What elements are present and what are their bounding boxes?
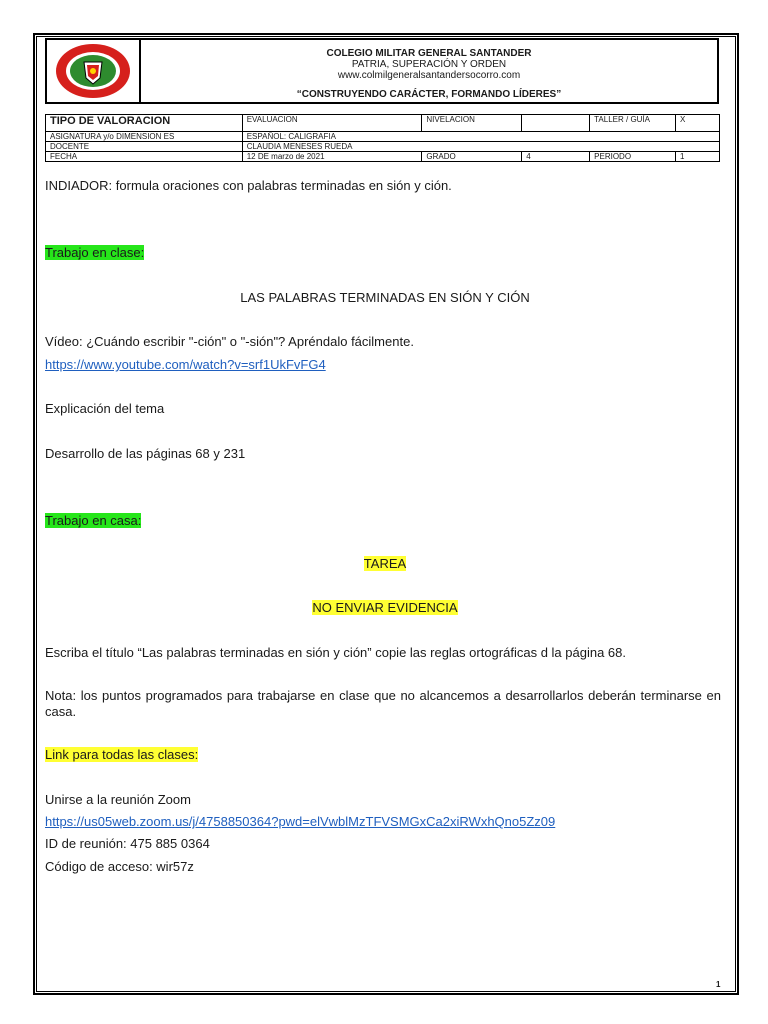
table-row (46, 152, 720, 162)
table-cell (522, 115, 590, 132)
explanation-text: Explicación del tema (45, 401, 165, 416)
pages-text: Desarrollo de las páginas 68 y 231 (45, 446, 246, 461)
school-crest-icon (54, 42, 132, 100)
table-cell: DOCENTE (46, 142, 243, 152)
table-cell: X (676, 115, 720, 132)
table-row (46, 115, 720, 132)
page-number: 1 (716, 980, 721, 989)
access-code-text: Código de acceso: wir57z (45, 859, 194, 874)
note-text: Nota: los puntos programados para trabajarse en clase que no alcancemos a desarrollarlos deberán terminarse en casa. (45, 688, 721, 719)
table-cell: GRADO (422, 152, 522, 162)
video-link[interactable]: https://www.youtube.com/watch?v=srf1UkFvFG4 (45, 357, 326, 372)
video-text: Vídeo: ¿Cuándo escribir "-ción" o "-sión"? Apréndalo fácilmente. (45, 334, 414, 349)
topic-title: LAS PALABRAS TERMINADAS EN SIÓN Y CIÓN (240, 290, 530, 305)
link-label: Link para todas las clases: (45, 747, 199, 762)
table-cell: FECHA (46, 152, 243, 162)
indicator-text: INDIADOR: formula oraciones con palabras terminadas en sión y ción. (45, 178, 452, 193)
table-cell: 4 (522, 152, 590, 162)
no-evidence-label: NO ENVIAR EVIDENCIA (312, 600, 458, 615)
table-cell: TIPO DE VALORACION (46, 115, 243, 132)
table-cell: ASIGNATURA y/o DIMENSION ES (46, 132, 243, 142)
table-cell: PERIODO (590, 152, 676, 162)
zoom-join-text: Unirse a la reunión Zoom (45, 792, 191, 807)
document-header (45, 38, 719, 104)
table-cell: ESPAÑOL: CALIGRAFIA (242, 132, 719, 142)
school-slogan: PATRIA, SUPERACIÓN Y ORDEN (351, 59, 507, 70)
table-cell: TALLER / GUÍA (590, 115, 676, 132)
instruction-text: Escriba el título “Las palabras terminadas en sión y ción” copie las reglas ortográficas d la página 68. (45, 645, 626, 660)
table-cell: 1 (676, 152, 720, 162)
info-table (45, 114, 720, 162)
table-cell: CLAUDIA MENESES RUEDA (242, 142, 719, 152)
school-motto: “CONSTRUYENDO CARÁCTER, FORMANDO LÍDERES” (296, 89, 562, 100)
table-cell: 12 DE marzo de 2021 (242, 152, 422, 162)
school-website: www.colmilgeneralsantandersocorro.com (337, 70, 521, 81)
table-cell: EVALUACION (242, 115, 422, 132)
school-title-block (141, 40, 717, 102)
zoom-link[interactable]: https://us05web.zoom.us/j/4758850364?pwd=elVwblMzTFVSMGxCa2xiRWxhQno5Zz09 (45, 814, 556, 829)
school-logo-cell (47, 40, 141, 102)
table-cell: NIVELACION (422, 115, 522, 132)
home-work-heading: Trabajo en casa: (45, 513, 142, 528)
school-name: COLEGIO MILITAR GENERAL SANTANDER (326, 48, 532, 59)
class-work-heading: Trabajo en clase: (45, 245, 145, 260)
table-row (46, 132, 720, 142)
homework-title: TAREA (363, 556, 407, 571)
table-row (46, 142, 720, 152)
meeting-id-text: ID de reunión: 475 885 0364 (45, 836, 210, 851)
